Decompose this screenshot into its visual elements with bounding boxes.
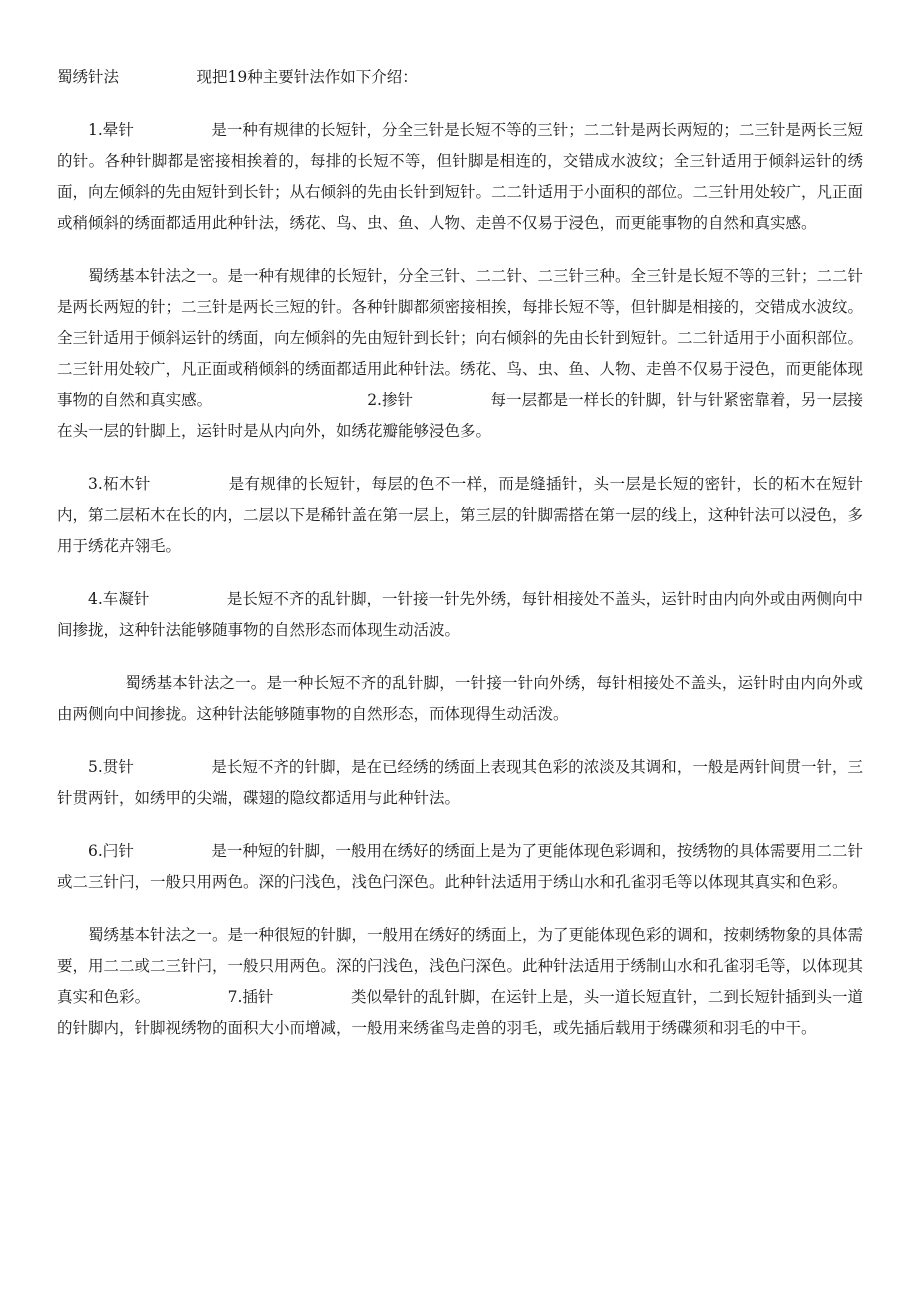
paragraph-7 bbox=[57, 836, 863, 898]
paragraph-text: 是有规律的长短针，每层的色不一样，而是缝插针，头一层是长短的密针，长的柘木在短针内，第二层柘木在长的内，二层以下是稀针盖在第一层上，第三层的针脚需搭在第一层的线上，这种针法可以浸色，多用于绣花卉翎毛。 bbox=[57, 475, 864, 555]
stitch-label: 4.车凝针 bbox=[88, 590, 150, 608]
stitch-label: 2.掺针 bbox=[367, 391, 414, 409]
stitch-label: 7.插针 bbox=[227, 988, 274, 1006]
stitch-label: 3.柘木针 bbox=[88, 475, 151, 493]
paragraph-text: 每一层都是一样长的针脚，针与针紧密靠着，另一层接在头一层的针脚上，运针时是从内向外，如绣花瓣能够浸色多。 bbox=[57, 391, 863, 440]
paragraph-5 bbox=[57, 668, 863, 730]
paragraph-text: 是一种有规律的长短针，分全三针是长短不等的三针；二二针是两长两短的；二三针是两长三短的针。各种针脚都是密接相挨着的，每排的长短不等，但针脚是相连的，交错成水波纹；全三针适用于倾斜运针的绣面，向左倾斜的先由短针到长针；从右倾斜的先由长针到短针。二二针适用于小面积的部位。二三针用处较广，凡正面或稍倾斜的绣面都适用此种针法，绣花、鸟、虫、鱼、人物、走兽不仅易于浸色，而更能事物的自然和真实感。 bbox=[57, 121, 864, 232]
stitch-label: 5.贯针 bbox=[88, 758, 134, 776]
document-title: 蜀绣针法 bbox=[57, 68, 120, 86]
document-header bbox=[57, 62, 863, 93]
paragraph-2 bbox=[57, 261, 863, 447]
document-intro: 现把19种主要针法作如下介绍： bbox=[196, 68, 418, 86]
paragraph-text: 类似晕针的乱针脚，在运针上是，头一道长短直针，二到长短针插到头一道的针脚内，针脚视绣物的面积大小而增减，一般用来绣雀鸟走兽的羽毛，或先插后载用于绣碟须和羽毛的中干。 bbox=[57, 988, 863, 1037]
paragraph-6 bbox=[57, 752, 863, 814]
stitch-label: 6.闩针 bbox=[88, 842, 134, 860]
paragraph-3 bbox=[57, 469, 863, 562]
paragraph-text: 是长短不齐的乱针脚，一针接一针先外绣，每针相接处不盖头，运针时由内向外或由两侧向中间掺拢，这种针法能够随事物的自然形态而体现生动活波。 bbox=[57, 590, 863, 639]
paragraph-text: 蜀绣基本针法之一。是一种有规律的长短针，分全三针、二二针、二三针三种。全三针是长短不等的三针；二二针是两长两短的针；二三针是两长三短的针。各种针脚都须密接相挨，每排长短不等，但针脚是相接的，交错成水波纹。全三针适用于倾斜运针的绣面，向左倾斜的先由短针到长针；向右倾斜的先由长针到短针。二二针适用于小面积部位。二三针用处较广，凡正面或稍倾斜的绣面都适用此种针法。绣花、鸟、虫、鱼、人物、走兽不仅易于浸色，而更能体现事物的自然和真实感。 bbox=[57, 267, 864, 409]
paragraph-8 bbox=[57, 920, 863, 1044]
paragraph-4 bbox=[57, 584, 863, 646]
stitch-label: 1.晕针 bbox=[88, 121, 134, 139]
paragraph-text: 是长短不齐的针脚，是在已经绣的绣面上表现其色彩的浓淡及其调和，一般是两针间贯一针，三针贯两针，如绣甲的尖端，碟翅的隐纹都适用与此种针法。 bbox=[57, 758, 863, 807]
paragraph-text: 是一种短的针脚，一般用在绣好的绣面上是为了更能体现色彩调和，按绣物的具体需要用二二针或二三针闩，一般只用两色。深的闩浅色，浅色闩深色。此种针法适用于绣山水和孔雀羽毛等以体现其真实和色彩。 bbox=[57, 842, 863, 891]
paragraph-text: 蜀绣基本针法之一。是一种长短不齐的乱针脚，一针接一针向外绣，每针相接处不盖头，运针时由内向外或由两侧向中间掺拢。这种针法能够随事物的自然形态，而体现得生动活泼。 bbox=[57, 674, 863, 723]
paragraph-text: 蜀绣基本针法之一。是一种很短的针脚，一般用在绣好的绣面上，为了更能体现色彩的调和，按刺绣物象的具体需要，用二二或二三针闩，一般只用两色。深的闩浅色，浅色闩深色。此种针法适用于绣制山水和孔雀羽毛等，以体现其真实和色彩。 bbox=[57, 926, 864, 1006]
paragraph-1 bbox=[57, 115, 863, 239]
